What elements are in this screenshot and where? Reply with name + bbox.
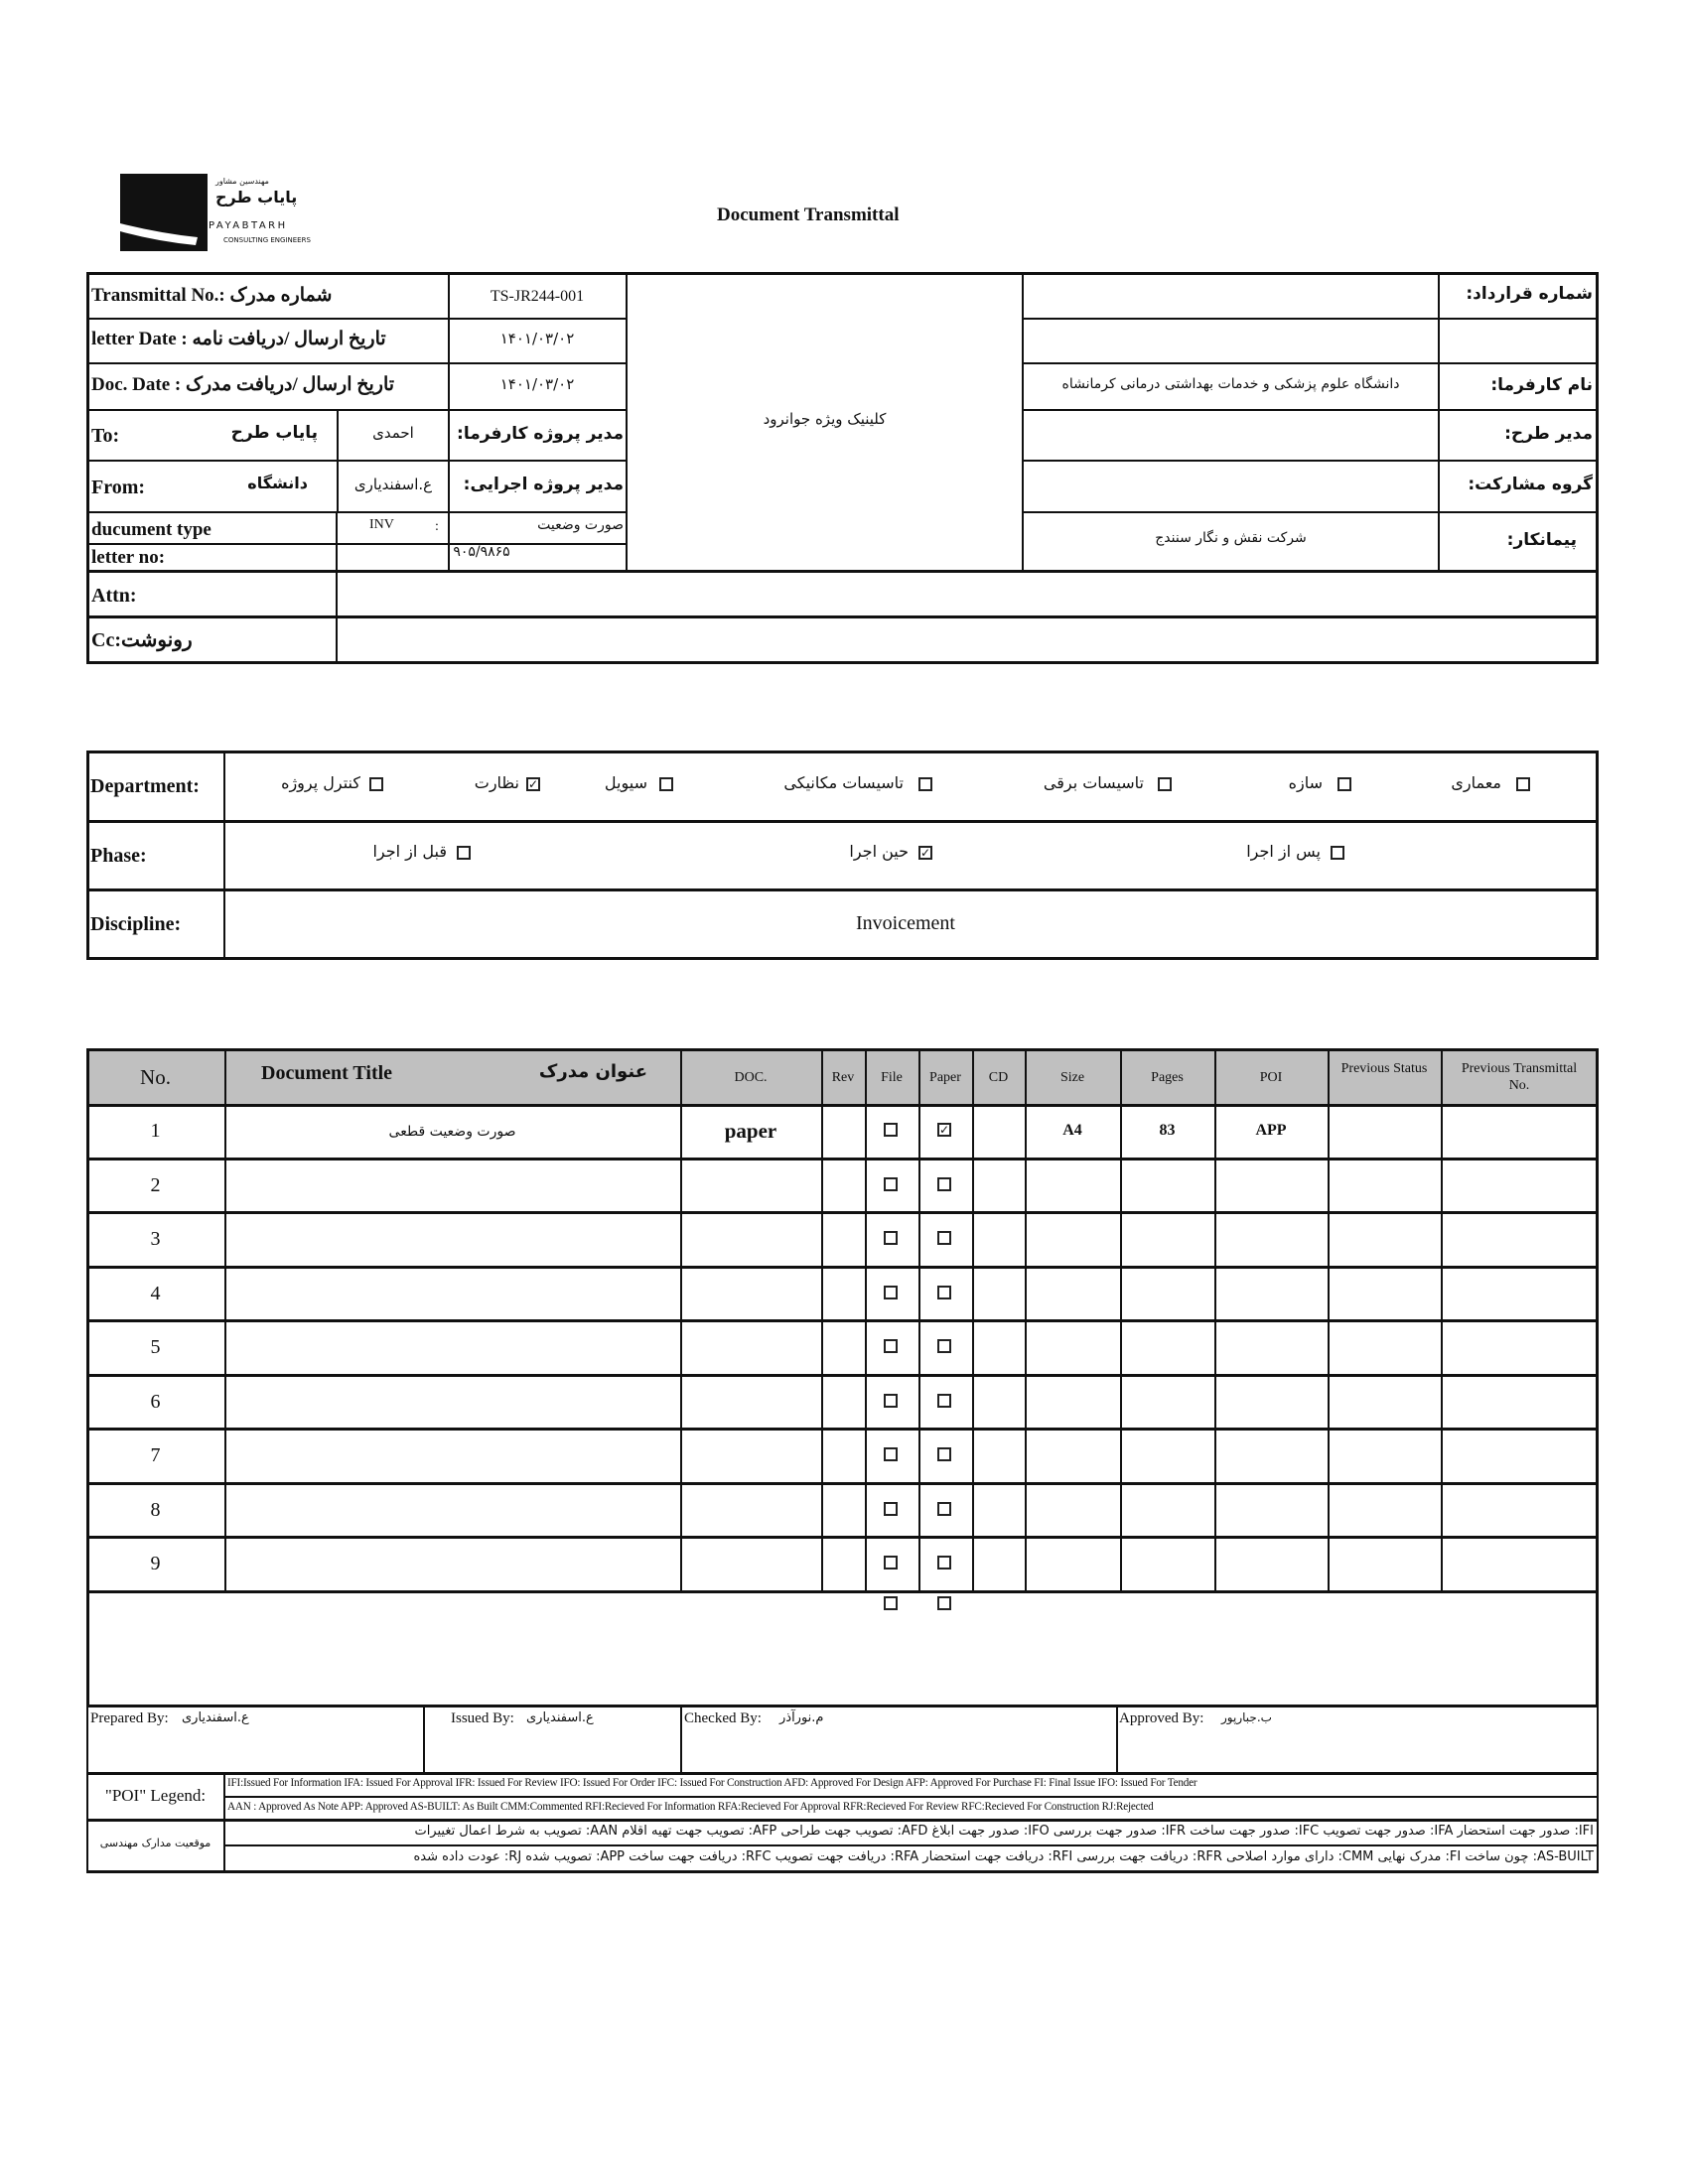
- employer-value[interactable]: دانشگاه علوم پزشکی و خدمات بهداشتی درمانی کرمانشاه: [1061, 376, 1400, 392]
- legend-en-line-2: AAN : Approved As Note APP: Approved AS-BUILT: As Built CMM:Commented RFI:Recieved For Information RFA:Recieved For Approval RFR:Recieved For Review RFC:Recieved For Construction RJ:Rejected: [227, 1801, 1154, 1813]
- column-header-cd: CD: [988, 1070, 1009, 1085]
- discipline-value[interactable]: Invoicement: [856, 912, 955, 934]
- page-title: Document Transmittal: [717, 205, 900, 225]
- cc-input[interactable]: [343, 630, 1594, 652]
- transmittal-no-value[interactable]: TS-JR244-001: [490, 288, 585, 305]
- prepared-by-value[interactable]: ع.اسفندیاری: [182, 1710, 249, 1725]
- phase-option-label: پس از اجرا: [1246, 842, 1321, 861]
- column-header-pages: Pages: [1151, 1070, 1184, 1085]
- cell-no[interactable]: 1: [150, 1120, 161, 1143]
- to-person[interactable]: احمدی: [372, 424, 414, 442]
- doc-date-label: Doc. Date : تاریخ ارسال /دریافت مدرک: [91, 374, 395, 395]
- to-label: To:: [91, 425, 120, 447]
- paper-checkbox[interactable]: [937, 1177, 951, 1191]
- from-role-label: مدیر پروژه اجرایی:: [463, 475, 624, 494]
- column-header-size: Size: [1059, 1070, 1085, 1085]
- file-checkbox[interactable]: [884, 1177, 898, 1191]
- cell-no[interactable]: 3: [150, 1228, 161, 1251]
- cell-pages[interactable]: 83: [1159, 1122, 1176, 1140]
- paper-checkbox[interactable]: [937, 1231, 951, 1245]
- checked-by-label: Checked By:: [684, 1710, 762, 1726]
- issued-by-label: Issued By:: [451, 1710, 514, 1726]
- column-header-file: File: [881, 1070, 903, 1085]
- logo-latin-name: PAYABTARH: [209, 220, 288, 231]
- document-type-label: ducument type: [91, 519, 211, 540]
- column-header-paper: Paper: [929, 1070, 961, 1085]
- file-checkbox[interactable]: [884, 1556, 898, 1570]
- paper-checkbox[interactable]: [937, 1286, 951, 1299]
- department-option-label: معماری: [1451, 773, 1501, 792]
- phase-checkbox[interactable]: [1331, 846, 1344, 860]
- cell-title[interactable]: صورت وضعیت قطعی: [388, 1123, 516, 1140]
- extra-paper-checkbox[interactable]: [937, 1596, 951, 1610]
- contractor-label: پیمانکار:: [1506, 530, 1577, 550]
- paper-checkbox[interactable]: [937, 1394, 951, 1408]
- paper-checkbox[interactable]: [937, 1556, 951, 1570]
- cell-no[interactable]: 8: [150, 1498, 161, 1521]
- letter-date-value[interactable]: ۱۴۰۱/۰۳/۰۲: [499, 330, 575, 347]
- department-checkbox[interactable]: [369, 777, 383, 791]
- doc-date-value[interactable]: ۱۴۰۱/۰۳/۰۲: [499, 375, 575, 393]
- department-checkbox[interactable]: [659, 777, 673, 791]
- department-label: Department:: [90, 775, 200, 797]
- document-type-separator: :: [435, 519, 439, 534]
- logo-tagline: CONSULTING ENGINEERS: [223, 236, 311, 244]
- discipline-label: Discipline:: [90, 913, 182, 935]
- department-checkbox[interactable]: [918, 777, 932, 791]
- cell-no[interactable]: 6: [150, 1390, 161, 1413]
- document-type-value[interactable]: صورت وضعیت: [537, 517, 624, 533]
- paper-checkbox[interactable]: [937, 1502, 951, 1516]
- department-checkbox[interactable]: [1516, 777, 1530, 791]
- cell-no[interactable]: 5: [150, 1336, 161, 1359]
- contractor-value[interactable]: شرکت نقش و نگار سنندج: [1155, 530, 1307, 546]
- cc-label: Cc:رونوشت: [91, 629, 193, 651]
- file-checkbox[interactable]: [884, 1123, 898, 1137]
- engineering-status-label: موقعیت مدارک مهندسی: [99, 1837, 211, 1849]
- column-header-title-fa: عنوان مدرک: [538, 1061, 647, 1082]
- cell-doc[interactable]: paper: [724, 1118, 777, 1143]
- phase-checkbox[interactable]: [457, 846, 471, 860]
- phase-option-label: حین اجرا: [849, 842, 909, 861]
- from-person[interactable]: ع.اسفندیاری: [353, 476, 433, 493]
- attn-label: Attn:: [91, 585, 137, 607]
- paper-checkbox[interactable]: [937, 1447, 951, 1461]
- to-role-label: مدیر پروژه کارفرما:: [457, 424, 624, 444]
- company-logo: [120, 174, 339, 253]
- letter-date-label: letter Date : تاریخ ارسال /دریافت نامه: [91, 329, 386, 349]
- partnership-label: گروه مشارکت:: [1468, 475, 1593, 494]
- logo-persian-name: پایاب طرح: [215, 188, 298, 206]
- cell-no[interactable]: 4: [150, 1282, 161, 1304]
- legend-fa-line-2: AS-BUILT: چون ساخت FI: مدرک نهایی CMM: دارای موارد اصلاحی RFR: دریافت جهت بررسی RFI: دریافت جهت استحضار RFA: دریافت جهت تصویب RFC: دریافت جهت ساخت APP: تصویب شده RJ: عودت داده شده: [413, 1850, 1594, 1863]
- column-header-doc: DOC.: [734, 1070, 768, 1085]
- document-type-code[interactable]: INV: [369, 517, 394, 532]
- department-option-label: نظارت: [474, 773, 519, 792]
- approved-by-label: Approved By:: [1119, 1710, 1204, 1726]
- file-checkbox[interactable]: [884, 1339, 898, 1353]
- letter-no-label: letter no:: [91, 547, 166, 568]
- poi-legend-label: "POI" Legend:: [104, 1786, 207, 1805]
- employer-label: نام کارفرما:: [1490, 375, 1593, 395]
- prepared-by-label: Prepared By:: [90, 1710, 169, 1726]
- cell-no[interactable]: 2: [150, 1173, 161, 1196]
- attn-input[interactable]: [343, 586, 1594, 608]
- project-name[interactable]: کلینیک ویژه جوانرود: [763, 410, 887, 428]
- from-label: From:: [91, 477, 146, 498]
- checked-by-value[interactable]: م.نورآذر: [779, 1710, 824, 1725]
- column-header-previous-status: Previous Status: [1340, 1061, 1428, 1076]
- from-value[interactable]: دانشگاه: [247, 474, 308, 492]
- file-checkbox[interactable]: [884, 1394, 898, 1408]
- column-header-previous-transmittal: Previous Transmittal No.: [1461, 1061, 1578, 1093]
- to-value[interactable]: پایاب طرح: [230, 423, 318, 443]
- file-checkbox[interactable]: [884, 1231, 898, 1245]
- plan-manager-label: مدیر طرح:: [1504, 424, 1593, 444]
- cell-size[interactable]: A4: [1062, 1122, 1082, 1140]
- column-header-title-en: Document Title: [261, 1062, 393, 1084]
- department-option-label: تاسیسات مکانیکی: [783, 773, 904, 792]
- file-checkbox[interactable]: [884, 1502, 898, 1516]
- cell-poi[interactable]: APP: [1255, 1122, 1287, 1140]
- issued-by-value[interactable]: ع.اسفندیاری: [526, 1710, 594, 1725]
- department-option-label: سازه: [1288, 773, 1323, 792]
- phase-label: Phase:: [90, 845, 147, 867]
- cell-no[interactable]: 9: [150, 1553, 161, 1575]
- paper-checkbox[interactable]: ✓: [939, 1123, 950, 1138]
- department-checkbox[interactable]: [1158, 777, 1172, 791]
- department-option-label: سیویل: [604, 773, 647, 792]
- legend-fa-line-1: IFI: صدور جهت استحضار IFA: صدور جهت تصویب IFC: صدور جهت ساخت IFR: صدور جهت بررسی IFO: صدور جهت ابلاغ AFD: تصویب جهت طراحی AFP: تصویب جهت تهیه اقلام AAN: تصویب به شرط اعمال تغییرات: [414, 1825, 1594, 1838]
- cell-no[interactable]: 7: [150, 1444, 161, 1467]
- extra-file-checkbox[interactable]: [884, 1596, 898, 1610]
- transmittal-no-label: Transmittal No.: شماره مدرک: [91, 285, 333, 306]
- legend-en-line-1: IFI:Issued For Information IFA: Issued For Approval IFR: Issued For Review IFO: Issued For Order IFC: Issued For Construction AFD: Approved For Design AFP: Approved For Purchase FI: Final Issue IFO: Issued For Tender: [227, 1777, 1197, 1789]
- paper-checkbox[interactable]: [937, 1339, 951, 1353]
- letter-no-value[interactable]: ۹۰۵/۹۸۶۵: [453, 544, 510, 560]
- logo-persian-subtitle: مهندسین مشاور: [215, 177, 269, 186]
- column-header-rev: Rev: [831, 1070, 855, 1085]
- column-header-no: No.: [140, 1065, 171, 1089]
- column-header-poi: POI: [1259, 1070, 1283, 1085]
- file-checkbox[interactable]: [884, 1447, 898, 1461]
- phase-checkbox[interactable]: ✓: [920, 846, 931, 860]
- department-option-label: تاسیسات برقی: [1043, 773, 1144, 792]
- phase-option-label: قبل از اجرا: [372, 842, 447, 861]
- department-option-label: کنترل پروژه: [281, 773, 360, 792]
- department-checkbox[interactable]: [1337, 777, 1351, 791]
- approved-by-value[interactable]: ب.جبارپور: [1221, 1710, 1272, 1724]
- payabtarh-logo-icon: [120, 174, 208, 251]
- department-checkbox[interactable]: ✓: [528, 777, 539, 791]
- file-checkbox[interactable]: [884, 1286, 898, 1299]
- contract-no-label: شماره قرارداد:: [1466, 284, 1593, 304]
